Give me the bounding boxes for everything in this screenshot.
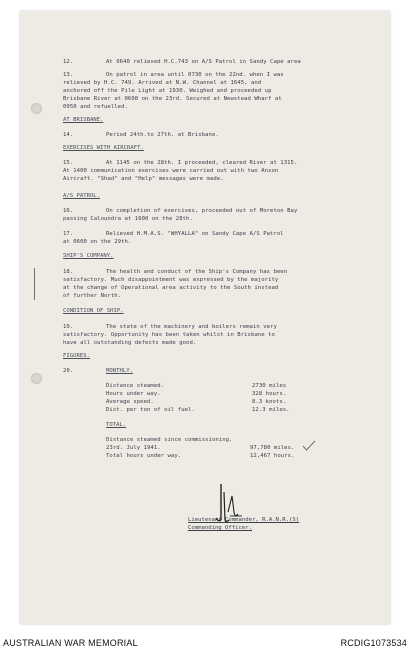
section-heading: SHIP'S COMPANY. bbox=[63, 253, 114, 259]
paragraph-text: At 1145 on the 28th. I proceeded, cleared River at 1315. bbox=[106, 160, 298, 166]
paragraph-text: have all outstanding defects made good. bbox=[63, 340, 197, 346]
archive-reference: RCDIG1073534 bbox=[340, 638, 407, 648]
stat-label: Distance steamed since commissioning. bbox=[106, 437, 233, 443]
checkmark-icon bbox=[302, 440, 316, 452]
section-heading: A/S PATROL. bbox=[63, 193, 101, 199]
paragraph-number: 20. bbox=[63, 368, 74, 374]
paragraph-number: 18. bbox=[63, 269, 74, 275]
paragraph-number: 14. bbox=[63, 132, 74, 138]
stat-label: Total hours under way. bbox=[106, 453, 182, 459]
punch-hole bbox=[31, 373, 42, 384]
paragraph-text: of further North. bbox=[63, 293, 122, 299]
paragraph-number: 12. bbox=[63, 59, 74, 65]
section-heading: CONDITION OF SHIP. bbox=[63, 308, 124, 314]
stat-label: Distance steamed. bbox=[106, 383, 165, 389]
subsection-heading: MONTHLY. bbox=[106, 368, 133, 374]
paragraph-text: Aircraft. "Shad" and "Help" messages were made. bbox=[63, 176, 224, 182]
stat-value: 97,780 miles. bbox=[250, 445, 295, 451]
paragraph-text: relieved by H.C. 749. Arrived at N.W. Channel at 1645, and bbox=[63, 80, 262, 86]
stat-value: 2730 miles bbox=[252, 383, 287, 389]
paragraph-text: Relieved H.M.A.S. "WHYALLA" on Sandy Cape A/S Patrol bbox=[106, 231, 284, 237]
stat-value: 8.3 knots. bbox=[252, 399, 287, 405]
section-heading: AT BRISBANE. bbox=[63, 117, 104, 123]
signatory-title: Commanding Officer. bbox=[188, 525, 252, 531]
archive-credit: AUSTRALIAN WAR MEMORIAL bbox=[3, 638, 138, 648]
stat-value: 12.3 miles. bbox=[252, 407, 290, 413]
paragraph-text: at 0600 on the 29th. bbox=[63, 239, 132, 245]
stat-value: 328 hours. bbox=[252, 391, 287, 397]
signatory-rank: Lieutenant Commander, R.A.N.R.(S) bbox=[188, 517, 300, 523]
paragraph-number: 15. bbox=[63, 160, 74, 166]
punch-hole bbox=[31, 103, 42, 114]
paragraph-text: On completion of exercises, proceeded out of Moreton Bay bbox=[106, 208, 298, 214]
paragraph-text: Brisbane River at 0600 on the 23rd. Secured at Newstead Wharf at bbox=[63, 96, 282, 102]
paragraph-text: passing Caloundra at 1600 on the 28th. bbox=[63, 216, 193, 222]
paragraph-text: On patrol in area until 0730 on the 22nd. when I was bbox=[106, 72, 284, 78]
paragraph-text: At 0640 relieved H.C.743 on A/S Patrol in Sandy Cape area bbox=[106, 59, 301, 65]
paragraph-number: 19. bbox=[63, 324, 74, 330]
margin-mark bbox=[34, 268, 35, 300]
paragraph-text: 0950 and refuelled. bbox=[63, 104, 128, 110]
stat-label: Average speed. bbox=[106, 399, 154, 405]
paragraph-number: 16. bbox=[63, 208, 74, 214]
section-heading: FIGURES. bbox=[63, 353, 90, 359]
stat-value: 12,467 hours. bbox=[250, 453, 295, 459]
paragraph-text: Period 24th.to 27th. at Brisbane. bbox=[106, 132, 219, 138]
stat-label: Hours under way. bbox=[106, 391, 161, 397]
paragraph-text: At 1400 communication exercises were carried out with two Anson bbox=[63, 168, 279, 174]
stat-label: 23rd. July 1941. bbox=[106, 445, 161, 451]
paragraph-text: The health and conduct of the Ship's Company has been bbox=[106, 269, 288, 275]
paragraph-text: at the change of Operational area activity to the South instead bbox=[63, 285, 279, 291]
paragraph-text: anchored off the Pile Light at 1930. Weighed and proceeded up bbox=[63, 88, 272, 94]
paragraph-number: 13. bbox=[63, 72, 74, 78]
section-heading: EXERCISES WITH AIRCRAFT. bbox=[63, 145, 144, 151]
paragraph-number: 17. bbox=[63, 231, 74, 237]
stat-label: Dist. per ton of oil fuel. bbox=[106, 407, 195, 413]
paragraph-text: satisfactory. Much disappointment was expressed by the majority bbox=[63, 277, 279, 283]
paragraph-text: satisfactory. Opportunity has been taken whilst in Brisbane to bbox=[63, 332, 275, 338]
paragraph-text: The state of the machinery and boilers remain very bbox=[106, 324, 277, 330]
subsection-heading: TOTAL. bbox=[106, 422, 127, 428]
